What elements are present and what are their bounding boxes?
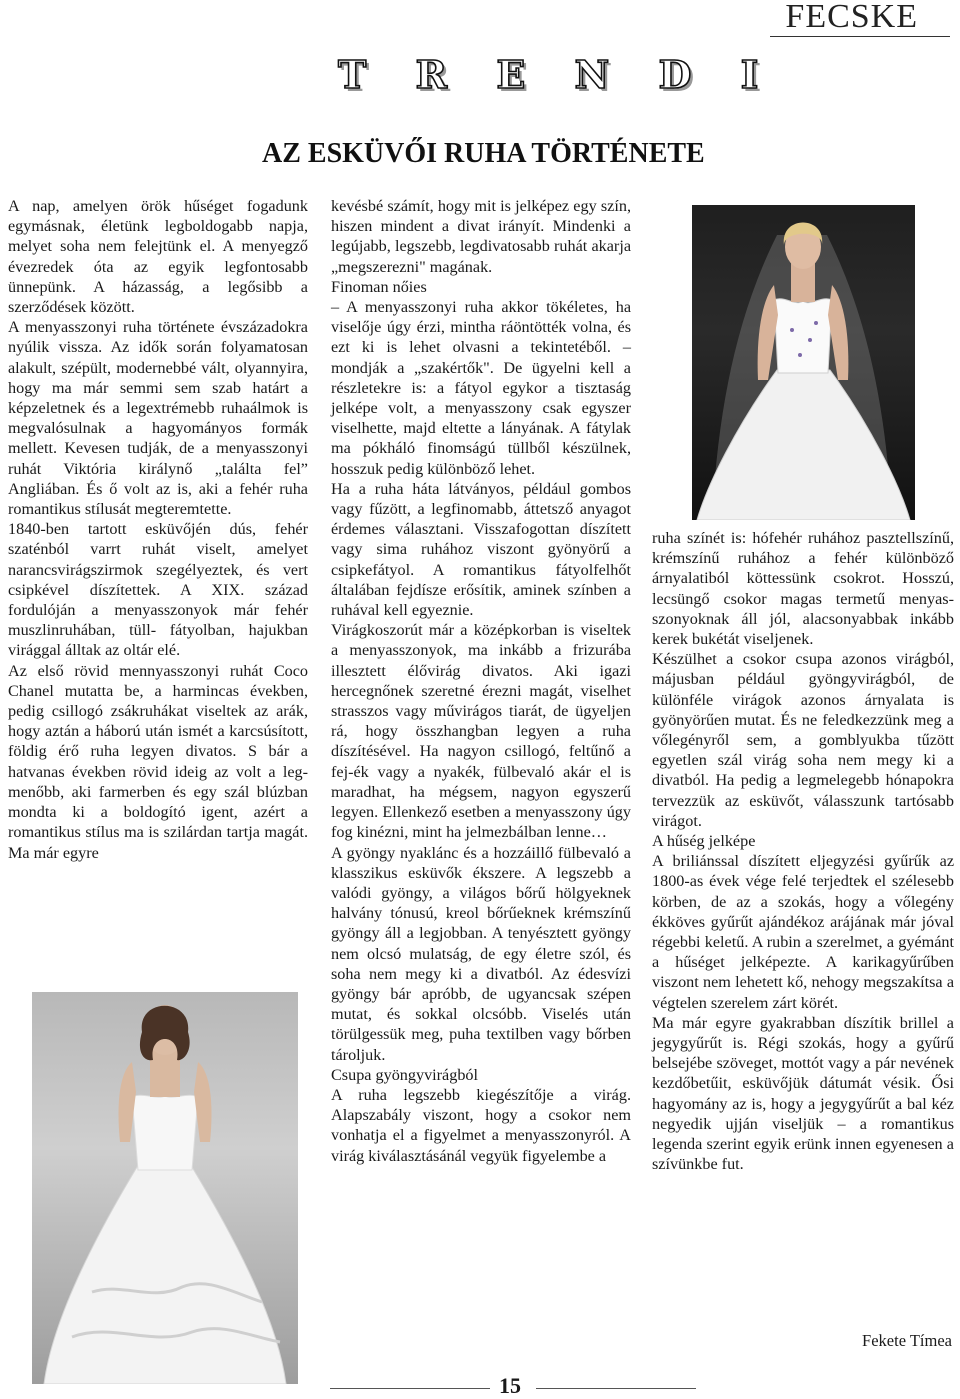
bride-illustration [692,205,915,520]
section-title: T R E N D I [338,52,777,97]
article-headline: AZ ESKÜVŐI RUHA TÖRTÉNETE [262,138,705,169]
paragraph: A gyöngy nyaklánc és a hozzáillő fülbevaló a klasszikus esküvők ékszere. A legszebb a valódi gyöngy, a világos bőrű hölgyeknek halvány tónusú, kreol bőrűeknek krémszínű gyöngy áll a legjobban. A tenyésztett gyöngy nem olcsó mulatság, de egy életre szól, és soha nem megy ki a divatból. Az édesvízi gyöngy bár apróbb, de ugyancsak szépen mutat, és sokkal olcsóbb. Viselés után törülgessük meg, puha textilben vagy bőrben tároljuk. [331,843,631,1064]
author-name: Fekete Tímea [862,1331,952,1350]
subheading: Finoman nőies [331,277,427,296]
article-column-3 [652,528,954,1175]
paragraph: A briliánssal díszített eljegyzési gyűrűk az 1800-as évek vége felé terjedtek el szélesebb körben, de az a szokás, hogy a vőlegény ékköves gyűrűt ajándékoz arájának már jóval régebbi keletű. A rubin a szerelmet, a gyémánt a hűséget jelképezte. A karikagyűrűben viszont nem lehetett kő, nehogy megszakítsa a végtelen szerelem zárt körét. [652,852,954,1012]
footer-divider-right [536,1388,696,1389]
subheading: Csupa gyöngyvirágból [331,1065,479,1084]
paragraph: A menyasszonyi ruha története évszázadokra nyúlik vissza. Az idők során folyamatosan alakult, szépült, modernebbé vált, olyannyira, hogy ma már semmi sem szab határt a képzeletnek és a legextrémebb ruhaálmok is megvalósulnak a hagyományos formák mellett. Kevesen tudják, de a menyasszonyi ruhát Viktória királynő „találta fel” Angliában. És ő volt az is, aki a fehér ruha romantikus stílusát megteremtette. [8,318,308,519]
paragraph: Ma már egyre gyakrabban díszítik brillel a jegygyűrűt is. Régi szokás, hogy a gyűrű belsejébe szöveget, mottót vagy a pár nevének kezdőbetűit, esküvőjük dátumát vésik. Ősi hagyomány az is, hogy a jegygyűrűt a bal kéz negyedik ujján viseljük – a romantikus legenda szerint egyik erünk innen egyenesen a szívünkbe fut. [652,1013,954,1174]
footer-divider-left [330,1388,490,1389]
paragraph: Készülhet a csokor csupa azonos virágból, májusban például gyöngyvirágból, de különféle virágok azonos árnyalata is gyönyörűen mutat. És ne feledkezzünk meg a vőlegényről sem, a gomblyukba tűzött egyetlen szál virág soha nem megy ki a divatból. Ha pedig a legmelegebb hónapokra tervezzük az esküvőt, válasszunk tartósabb virágot. [652,650,954,830]
article-column-1 [8,196,308,863]
article-column-2 [331,196,631,1166]
paragraph: ruha színét is: hófehér ruhához pasztellszínű, krémszínű ruhához a fehér különböző árnyalatiból köttessünk csokrot. Hosszú, lecsüngő csokor magas termetű menyasszonyoknak áll jól, alacsonyabbak inkább kerek bukétát viseljenek. [652,529,954,649]
wedding-dress-photo-strapless [32,992,298,1384]
bride-illustration [32,992,298,1384]
page-number: 15 [499,1373,521,1398]
paragraph: – A menyasszonyi ruha akkor tökéletes, ha viselője úgy érzi, mintha ráöntötték volna, és ezt ki is lehet olvasni a tekintetéből. – mondják a „szakértők". De ügyelni kell a részletekre is: a fátyol egykor a tisztaság jelképe volt, a menyasszony csak egyszer viselhette, majd eltette a lányának. A fátylak ma pókháló finomságú tüllből készülnek, hosszuk pedig különböző lehet. [331,298,631,478]
header-divider [770,36,950,37]
paragraph: A ruha legszebb kiegészítője a virág. Alapszabály viszont, hogy a csokor nem vonhatja el a figyelmet a menyasszonyról. A virág kiválasztásánál vegyük figyelembe a [331,1085,631,1165]
paragraph: 1840-ben tartott esküvőjén dús, fehér szaténból varrt ruhát viselt, amelyet narancsvirágszirmok szegélyeztek, és vert csipkével díszítettek. A XIX. század fordulóján a menyasszonyok már fehér muszlinruhában, tüll- fátyolban, hajukban virággal álltak az oltár elé. [8,520,308,660]
paragraph: A nap, amelyen örök hűséget fogadunk egymásnak, életünk legboldogabb napja, melyet soha nem felejtünk el. A menyegző évezredek óta az egyik legfontosabb ünnepünk. A házasság, a legősibb a szerződések között. [8,197,308,317]
paragraph: Virágkoszorút már a középkorban is viseltek a menyasszonyok, ma inkább a frizurába illesztett élővirág divatos. Aki igazi hercegnőnek szeretné érezni magát, viselhet strasszos vagy művirágos tiarát, de ügyeljen rá, hogy összhangban legyen a ruha díszítésével. Ha nagyon csillogó, feltűnő a fej-ék vagy a nyakék, fülbevaló akár el is maradhat, ha mégsem, nagyon egyszerű legyen. Ellenkező esetben a menyasszony úgy fog kinézni, mint ha jelmezbálban lenne… [331,621,631,842]
subheading: A hűség jelképe [652,832,756,851]
wedding-dress-photo-runway [692,205,915,520]
paragraph: Az első rövid mennyasszonyi ruhát Coco Chanel mutatta be, a harmincas években, pedig csillogó zsákruhákat viseltek az arák, hogy aztán a háború után ismét a karcsúsított, földig érő ruha legyen divatos. S bár a hatvanas években rövid ideig az volt a legmenőbb, aki farmerben és egy szál blúzban mondta ki a boldogító igent, azért a romantikus stílus ma is szilárdan tartja magát. Ma már egyre [8,661,308,862]
paragraph: Ha a ruha háta látványos, például gombos vagy fűzött, a legfinomabb, áttetsző anyagot érdemes választani. Visszafogottan díszített vagy sima ruhához viszont gyönyörű a csipkefátyol. A romantikus fátyolfelhőt általában fejdísze erősítik, aminek színben a ruhával kell egyeznie. [331,479,631,620]
magazine-name: FECSKE [785,0,918,35]
paragraph: kevésbé számít, hogy mit is jelképez egy szín, hiszen mindent a divat irányít. Mindenki a legújabb, legszebb, legdivatosabb ruhát akarja „megszerezni" magának. [331,197,631,276]
